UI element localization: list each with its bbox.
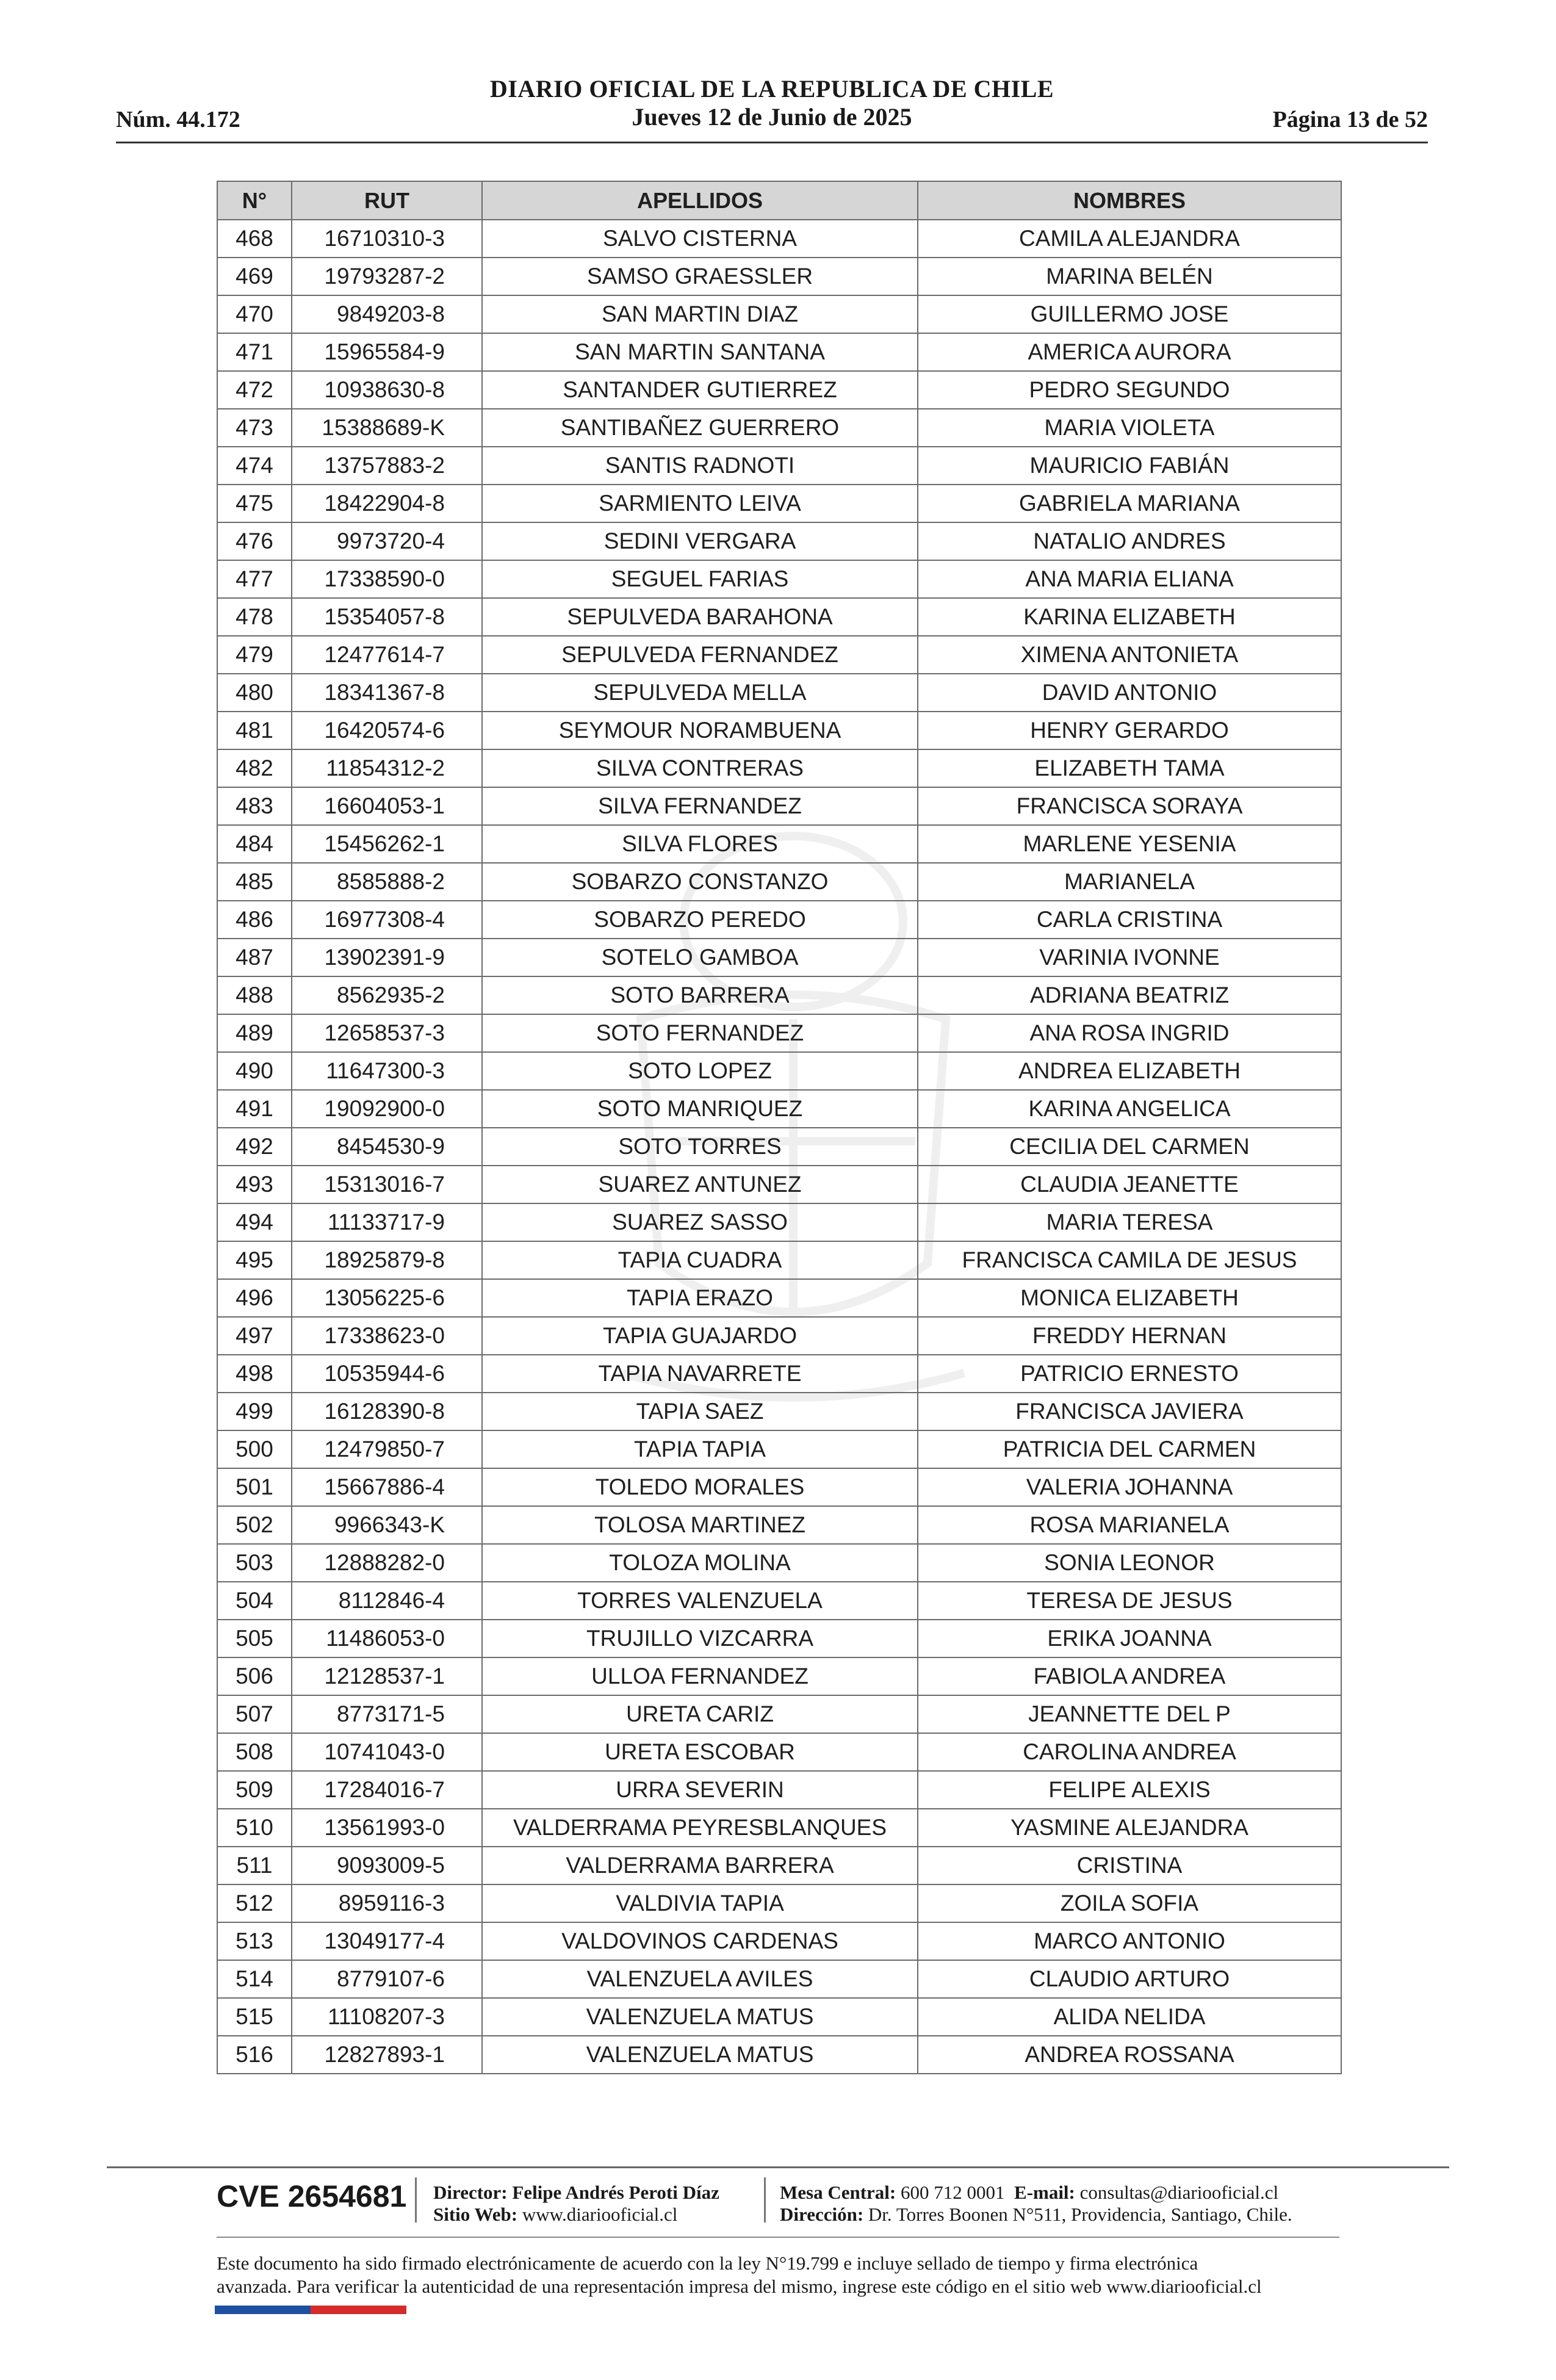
surnames-cell: VALDIVIA TAPIA [482,1884,918,1922]
row-number: 472 [217,371,292,409]
table-row [217,1544,1341,1582]
flag-blue-segment [215,2306,311,2314]
table-row [217,1847,1341,1884]
table-row [217,825,1341,863]
surnames-cell: ULLOA FERNANDEZ [482,1657,918,1695]
surnames-cell: SARMIENTO LEIVA [482,485,918,522]
rut-cell: 12128537-1 [292,1657,482,1695]
director-name: Felipe Andrés Peroti Díaz [512,2182,719,2203]
names-cell: GUILLERMO JOSE [918,295,1341,333]
rut-cell: 10535944-6 [292,1355,482,1393]
table-row [217,220,1341,258]
table-row [217,1771,1341,1809]
rut-cell: 16128390-8 [292,1393,482,1430]
row-number: 477 [217,560,292,598]
surnames-cell: SOTO TORRES [482,1128,918,1166]
rut-cell: 19793287-2 [292,258,482,295]
rut-cell: 18925879-8 [292,1241,482,1279]
names-cell: MARCO ANTONIO [918,1922,1341,1960]
names-cell: PEDRO SEGUNDO [918,371,1341,409]
rut-cell: 9973720-4 [292,522,482,560]
rut-cell: 17338590-0 [292,560,482,598]
row-number: 493 [217,1166,292,1203]
surnames-cell: TORRES VALENZUELA [482,1582,918,1620]
table-row [217,1998,1341,2036]
names-cell: CAMILA ALEJANDRA [918,220,1341,258]
row-number: 506 [217,1657,292,1695]
names-cell: ZOILA SOFIA [918,1884,1341,1922]
names-cell: CRISTINA [918,1847,1341,1884]
row-number: 471 [217,333,292,371]
column-header-surnames: APELLIDOS [482,181,918,220]
row-number: 468 [217,220,292,258]
rut-cell: 16604053-1 [292,787,482,825]
surnames-cell: TAPIA GUAJARDO [482,1317,918,1355]
table-row [217,863,1341,901]
names-cell: GABRIELA MARIANA [918,485,1341,522]
row-number: 498 [217,1355,292,1393]
row-number: 502 [217,1506,292,1544]
surnames-cell: SEPULVEDA MELLA [482,674,918,712]
surnames-cell: SOTO BARRERA [482,976,918,1014]
row-number: 504 [217,1582,292,1620]
row-number: 480 [217,674,292,712]
rut-cell: 13561993-0 [292,1809,482,1847]
table-row [217,1733,1341,1771]
names-cell: TERESA DE JESUS [918,1582,1341,1620]
surnames-cell: SILVA FLORES [482,825,918,863]
cve-code: CVE 2654681 [217,2179,407,2213]
surnames-cell: SEGUEL FARIAS [482,560,918,598]
row-number: 513 [217,1922,292,1960]
table-row [217,1090,1341,1128]
table-row [217,522,1341,560]
rut-cell: 11486053-0 [292,1620,482,1657]
rut-cell: 8773171-5 [292,1695,482,1733]
names-cell: ANA ROSA INGRID [918,1014,1341,1052]
row-number: 489 [217,1014,292,1052]
surnames-cell: SANTANDER GUTIERREZ [482,371,918,409]
contact-block [780,2182,1292,2226]
row-number: 494 [217,1203,292,1241]
row-number: 485 [217,863,292,901]
table-row [217,1960,1341,1998]
surnames-cell: TAPIA TAPIA [482,1430,918,1468]
surnames-cell: VALDERRAMA PEYRESBLANQUES [482,1809,918,1847]
surnames-cell: TAPIA ERAZO [482,1279,918,1317]
table-row [217,1014,1341,1052]
table-row [217,485,1341,522]
names-cell: FRANCISCA SORAYA [918,787,1341,825]
names-cell: CAROLINA ANDREA [918,1733,1341,1771]
names-cell: JEANNETTE DEL P [918,1695,1341,1733]
row-number: 474 [217,447,292,485]
footer-separator [764,2177,766,2223]
rut-cell: 15313016-7 [292,1166,482,1203]
names-cell: KARINA ANGELICA [918,1090,1341,1128]
rut-cell: 12479850-7 [292,1430,482,1468]
rut-cell: 10938630-8 [292,371,482,409]
row-number: 479 [217,636,292,674]
row-number: 488 [217,976,292,1014]
names-cell: MARIA VIOLETA [918,409,1341,447]
table-row [217,1809,1341,1847]
row-number: 469 [217,258,292,295]
flag-red-segment [311,2306,406,2314]
table-row [217,939,1341,976]
page-header [116,74,1428,146]
names-cell: SONIA LEONOR [918,1544,1341,1582]
row-number: 470 [217,295,292,333]
row-number: 475 [217,485,292,522]
table-row [217,1203,1341,1241]
surnames-cell: TOLOZA MOLINA [482,1544,918,1582]
column-header-number: N° [217,181,292,220]
legal-line: Este documento ha sido firmado electrónicamente de acuerdo con la ley N°19.799 e incluye sellado de tiempo y firma electrónica [217,2252,1198,2274]
surnames-cell: SOBARZO PEREDO [482,901,918,939]
row-number: 511 [217,1847,292,1884]
table-row [217,976,1341,1014]
email-label: E-mail: [1014,2182,1075,2203]
rut-cell: 16710310-3 [292,220,482,258]
table-row [217,1506,1341,1544]
rut-cell: 8585888-2 [292,863,482,901]
row-number: 505 [217,1620,292,1657]
table-row [217,1620,1341,1657]
surnames-cell: SUAREZ ANTUNEZ [482,1166,918,1203]
row-number: 516 [217,2036,292,2074]
names-cell: ANDREA ROSSANA [918,2036,1341,2074]
rut-cell: 16420574-6 [292,712,482,749]
table-row [217,674,1341,712]
row-number: 500 [217,1430,292,1468]
surnames-cell: TOLOSA MARTINEZ [482,1506,918,1544]
names-cell: ANDREA ELIZABETH [918,1052,1341,1090]
rut-cell: 15354057-8 [292,598,482,636]
table-row [217,1884,1341,1922]
rut-cell: 9849203-8 [292,295,482,333]
surnames-cell: TRUJILLO VIZCARRA [482,1620,918,1657]
website-label: Sitio Web: [433,2204,518,2225]
names-cell: YASMINE ALEJANDRA [918,1809,1341,1847]
rut-cell: 8779107-6 [292,1960,482,1998]
names-cell: NATALIO ANDRES [918,522,1341,560]
names-cell: PATRICIO ERNESTO [918,1355,1341,1393]
row-number: 507 [217,1695,292,1733]
surnames-cell: SAN MARTIN SANTANA [482,333,918,371]
rut-cell: 13049177-4 [292,1922,482,1960]
table-row [217,1657,1341,1695]
table-row [217,295,1341,333]
row-number: 512 [217,1884,292,1922]
rut-cell: 11133717-9 [292,1203,482,1241]
table-row [217,1279,1341,1317]
names-cell: KARINA ELIZABETH [918,598,1341,636]
names-cell: FRANCISCA CAMILA DE JESUS [918,1241,1341,1279]
rut-cell: 11647300-3 [292,1052,482,1090]
surnames-cell: VALDOVINOS CARDENAS [482,1922,918,1960]
rut-cell: 11854312-2 [292,749,482,787]
names-cell: ADRIANA BEATRIZ [918,976,1341,1014]
names-cell: XIMENA ANTONIETA [918,636,1341,674]
surnames-cell: SOTO FERNANDEZ [482,1014,918,1052]
table-row [217,901,1341,939]
row-number: 515 [217,1998,292,2036]
rut-cell: 12827893-1 [292,2036,482,2074]
surnames-cell: SALVO CISTERNA [482,220,918,258]
surnames-cell: SOTO LOPEZ [482,1052,918,1090]
table-row [217,1241,1341,1279]
address-value: Dr. Torres Boonen N°511, Providencia, Santiago, Chile. [868,2204,1292,2225]
row-number: 484 [217,825,292,863]
row-number: 496 [217,1279,292,1317]
row-number: 509 [217,1771,292,1809]
table-row [217,333,1341,371]
surnames-cell: SAMSO GRAESSLER [482,258,918,295]
names-cell: VARINIA IVONNE [918,939,1341,976]
row-number: 497 [217,1317,292,1355]
row-number: 482 [217,749,292,787]
row-number: 510 [217,1809,292,1847]
header-divider [116,142,1428,143]
rut-cell: 8454530-9 [292,1128,482,1166]
table-row [217,1052,1341,1090]
rut-cell: 12888282-0 [292,1544,482,1582]
rut-cell: 9093009-5 [292,1847,482,1884]
names-cell: DAVID ANTONIO [918,674,1341,712]
table-row [217,749,1341,787]
names-cell: FELIPE ALEXIS [918,1771,1341,1809]
names-cell: FRANCISCA JAVIERA [918,1393,1341,1430]
surnames-cell: SEPULVEDA BARAHONA [482,598,918,636]
surnames-cell: TAPIA NAVARRETE [482,1355,918,1393]
director-block [433,2182,719,2226]
names-cell: ALIDA NELIDA [918,1998,1341,2036]
names-cell: HENRY GERARDO [918,712,1341,749]
table-row [217,1317,1341,1355]
surnames-cell: URETA CARIZ [482,1695,918,1733]
row-number: 514 [217,1960,292,1998]
rut-cell: 18422904-8 [292,485,482,522]
table-row [217,1922,1341,1960]
surnames-cell: TAPIA SAEZ [482,1393,918,1430]
website-link[interactable]: www.diariooficial.cl [522,2204,678,2225]
table-header-row [217,181,1341,220]
surnames-cell: SEPULVEDA FERNANDEZ [482,636,918,674]
table-row [217,409,1341,447]
publication-title: DIARIO OFICIAL DE LA REPUBLICA DE CHILE [489,75,1054,103]
surnames-cell: SAN MARTIN DIAZ [482,295,918,333]
rut-cell: 15388689-K [292,409,482,447]
footer-divider [217,2237,1339,2238]
names-cell: MARIA TERESA [918,1203,1341,1241]
rut-cell: 15965584-9 [292,333,482,371]
column-header-names: NOMBRES [918,181,1341,220]
names-cell: MARLENE YESENIA [918,825,1341,863]
names-cell: CLAUDIO ARTURO [918,1960,1341,1998]
rut-cell: 15456262-1 [292,825,482,863]
surnames-cell: SANTIBAÑEZ GUERRERO [482,409,918,447]
flag-stripe [215,2306,406,2314]
publication-date: Jueves 12 de Junio de 2025 [632,103,912,131]
rut-cell: 13757883-2 [292,447,482,485]
row-number: 501 [217,1468,292,1506]
row-number: 499 [217,1393,292,1430]
surnames-cell: SOBARZO CONSTANZO [482,863,918,901]
rut-cell: 8562935-2 [292,976,482,1014]
names-cell: ANA MARIA ELIANA [918,560,1341,598]
names-cell: MARINA BELÉN [918,258,1341,295]
rut-cell: 12477614-7 [292,636,482,674]
surnames-cell: SUAREZ SASSO [482,1203,918,1241]
row-number: 492 [217,1128,292,1166]
rut-cell: 17284016-7 [292,1771,482,1809]
row-number: 476 [217,522,292,560]
names-cell: PATRICIA DEL CARMEN [918,1430,1341,1468]
table-row [217,712,1341,749]
issue-number: Núm. 44.172 [116,107,240,132]
footer-separator [415,2177,417,2223]
names-cell: CARLA CRISTINA [918,901,1341,939]
rut-cell: 15667886-4 [292,1468,482,1506]
row-number: 486 [217,901,292,939]
table-row [217,1393,1341,1430]
table-row [217,1695,1341,1733]
rut-cell: 18341367-8 [292,674,482,712]
row-number: 495 [217,1241,292,1279]
rut-cell: 19092900-0 [292,1090,482,1128]
table-row [217,258,1341,295]
row-number: 490 [217,1052,292,1090]
table-row [217,447,1341,485]
table-row [217,560,1341,598]
rut-cell: 11108207-3 [292,1998,482,2036]
names-cell: CLAUDIA JEANETTE [918,1166,1341,1203]
rut-cell: 8112846-4 [292,1582,482,1620]
rut-cell: 8959116-3 [292,1884,482,1922]
row-number: 491 [217,1090,292,1128]
surnames-cell: VALDERRAMA BARRERA [482,1847,918,1884]
rut-cell: 13902391-9 [292,939,482,976]
names-cell: MONICA ELIZABETH [918,1279,1341,1317]
surnames-cell: TOLEDO MORALES [482,1468,918,1506]
surnames-cell: VALENZUELA AVILES [482,1960,918,1998]
surnames-cell: VALENZUELA MATUS [482,1998,918,2036]
names-cell: MARIANELA [918,863,1341,901]
surnames-cell: URETA ESCOBAR [482,1733,918,1771]
phone-number: 600 712 0001 [901,2182,1005,2203]
names-cell: AMERICA AURORA [918,333,1341,371]
table-row [217,1128,1341,1166]
table-row [217,1468,1341,1506]
phone-label: Mesa Central: [780,2182,896,2203]
page-number: Página 13 de 52 [1272,107,1428,132]
table-row [217,1582,1341,1620]
email-link[interactable]: consultas@diariooficial.cl [1079,2182,1279,2203]
table-row [217,598,1341,636]
surnames-cell: SEYMOUR NORAMBUENA [482,712,918,749]
surnames-cell: SEDINI VERGARA [482,522,918,560]
row-number: 483 [217,787,292,825]
legal-line: avanzada. Para verificar la autenticidad de una representación impresa del mismo, ingrese este código en el sitio web www.diariooficial.cl [217,2276,1262,2297]
director-label: Director: [433,2182,508,2203]
table-row [217,2036,1341,2074]
names-cell: ROSA MARIANELA [918,1506,1341,1544]
column-header-rut: RUT [292,181,482,220]
row-number: 503 [217,1544,292,1582]
row-number: 508 [217,1733,292,1771]
names-cell: ELIZABETH TAMA [918,749,1341,787]
rut-cell: 10741043-0 [292,1733,482,1771]
table-row [217,371,1341,409]
table-row [217,636,1341,674]
names-cell: VALERIA JOHANNA [918,1468,1341,1506]
names-table [217,181,1342,2074]
table-row [217,1355,1341,1393]
surnames-cell: SANTIS RADNOTI [482,447,918,485]
rut-cell: 13056225-6 [292,1279,482,1317]
surnames-cell: SILVA FERNANDEZ [482,787,918,825]
names-cell: MAURICIO FABIÁN [918,447,1341,485]
row-number: 487 [217,939,292,976]
legal-notice [217,2252,1376,2298]
names-cell: CECILIA DEL CARMEN [918,1128,1341,1166]
names-cell: FABIOLA ANDREA [918,1657,1341,1695]
table-row [217,1166,1341,1203]
surnames-cell: SILVA CONTRERAS [482,749,918,787]
rut-cell: 12658537-3 [292,1014,482,1052]
surnames-cell: TAPIA CUADRA [482,1241,918,1279]
rut-cell: 17338623-0 [292,1317,482,1355]
names-cell: FREDDY HERNAN [918,1317,1341,1355]
row-number: 481 [217,712,292,749]
surnames-cell: VALENZUELA MATUS [482,2036,918,2074]
table-row [217,787,1341,825]
rut-cell: 9966343-K [292,1506,482,1544]
names-cell: ERIKA JOANNA [918,1620,1341,1657]
surnames-cell: URRA SEVERIN [482,1771,918,1809]
surnames-cell: SOTELO GAMBOA [482,939,918,976]
surnames-cell: SOTO MANRIQUEZ [482,1090,918,1128]
row-number: 478 [217,598,292,636]
footer-divider [107,2166,1449,2168]
rut-cell: 16977308-4 [292,901,482,939]
table-row [217,1430,1341,1468]
address-label: Dirección: [780,2204,864,2225]
row-number: 473 [217,409,292,447]
